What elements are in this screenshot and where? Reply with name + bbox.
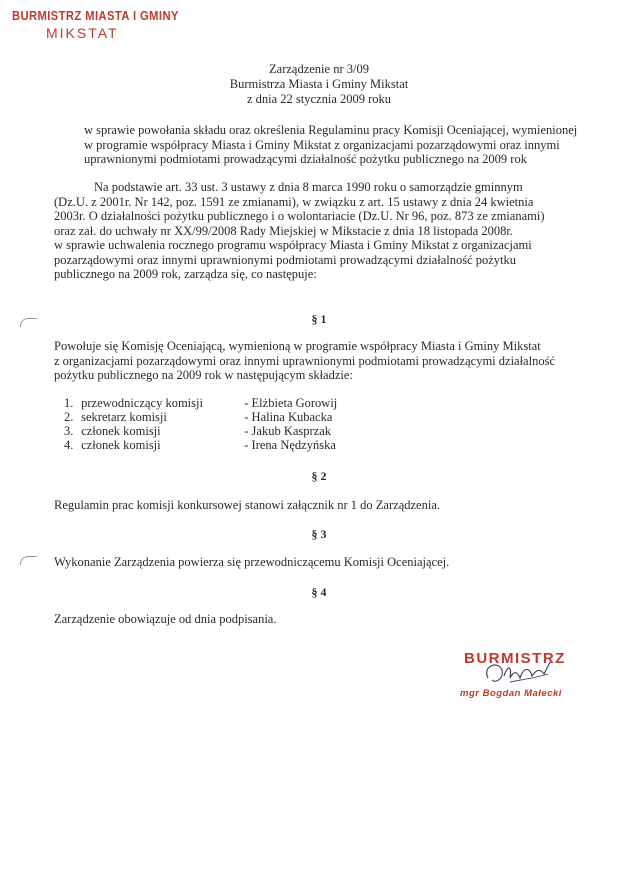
section-3-heading: § 3 [311, 527, 327, 541]
legal-basis-line: Na podstawie art. 33 ust. 3 ustawy z dnia 8 marca 1990 roku o samorządzie gminnym [94, 180, 523, 194]
legal-basis-paragraph [54, 180, 544, 282]
section-1-line: pożytku publicznego na 2009 rok w następującym składzie: [54, 368, 353, 382]
legal-basis-line: publicznego na 2009 rok, zarządza się, co następuje: [54, 267, 317, 281]
mayor-stamp-name: mgr Bogdan Małecki [460, 688, 562, 699]
member-number: 1. [64, 396, 74, 410]
subject-line: w programie współpracy Miasta i Gminy Mikstat z organizacjami pozarządowymi oraz innymi [84, 137, 560, 152]
member-number: 3. [64, 424, 74, 438]
member-row [64, 439, 336, 452]
stamp-line-2: MIKSTAT [46, 25, 119, 41]
member-row [64, 397, 337, 410]
legal-basis-line: (Dz.U. z 2001r. Nr 142, poz. 1591 ze zmianami), w związku z art. 15 ustawy z dnia 24 kwietnia [54, 194, 534, 209]
subject-paragraph [84, 123, 577, 167]
section-3-text: Wykonanie Zarządzenia powierza się przewodniczącemu Komisji Oceniającej. [54, 555, 450, 569]
signature [480, 656, 560, 690]
member-name: - Irena Nędzyńska [244, 438, 336, 452]
member-name: - Halina Kubacka [244, 410, 333, 424]
legal-basis-line: oraz zał. do uchwały nr XX/99/2008 Rady Miejskiej w Mikstacie z dnia 18 listopada 2008r. [54, 223, 513, 238]
member-role: członek komisji [81, 424, 161, 438]
subject-line: w sprawie powołania składu oraz określenia Regulaminu pracy Komisji Oceniającej, wymienionej [84, 123, 578, 137]
stamp-line-1: BURMISTRZ MIASTA I GMINY [12, 8, 179, 23]
legal-basis-line: 2003r. O działalności pożytku publicznego i o wolontariacie (Dz.U. Nr 96, poz. 873 ze zmianami) [54, 209, 545, 223]
member-role: przewodniczący komisji [81, 396, 203, 410]
member-row [64, 425, 331, 438]
mayor-stamp [440, 648, 590, 708]
document-issuer: Burmistrza Miasta i Gminy Mikstat [229, 77, 409, 91]
member-number: 2. [64, 410, 74, 424]
section-4-heading: § 4 [311, 585, 327, 599]
section-2-heading: § 2 [311, 469, 327, 483]
section-4-text: Zarządzenie obowiązuje od dnia podpisania. [54, 612, 277, 626]
section-2-text: Regulamin prac komisji konkursowej stanowi załącznik nr 1 do Zarządzenia. [54, 498, 440, 512]
section-1-line: Powołuje się Komisję Oceniającą, wymienioną w programie współpracy Miasta i Gminy Mikstat [54, 339, 541, 353]
member-role: sekretarz komisji [81, 410, 167, 424]
binder-hole-mark [20, 556, 37, 565]
document-title: Zarządzenie nr 3/09 [269, 62, 369, 76]
document-date: z dnia 22 stycznia 2009 roku [246, 92, 392, 106]
legal-basis-line: pozarządowymi oraz innymi uprawnionymi podmiotami prowadzącymi działalność pożytku [54, 252, 517, 267]
mayor-stamp-title: BURMISTRZ [464, 650, 566, 667]
member-role: członek komisji [81, 438, 161, 452]
section-1-line: z organizacjami pozarządowymi oraz innymi uprawnionymi podmiotami prowadzącymi działalność [54, 353, 555, 368]
section-1-heading: § 1 [311, 312, 327, 326]
member-name: - Jakub Kasprzak [244, 424, 332, 438]
office-stamp [12, 8, 206, 41]
legal-basis-line: w sprawie uchwalenia rocznego programu współpracy Miasta i Gminy Mikstat z organizacjami [54, 238, 532, 252]
member-number: 4. [64, 438, 74, 452]
member-name: - Elżbieta Gorowij [244, 396, 338, 410]
member-row [64, 411, 332, 424]
subject-line: uprawnionymi podmiotami prowadzącymi działalność pożytku publicznego na 2009 rok [84, 152, 527, 166]
section-1-text [54, 339, 555, 383]
